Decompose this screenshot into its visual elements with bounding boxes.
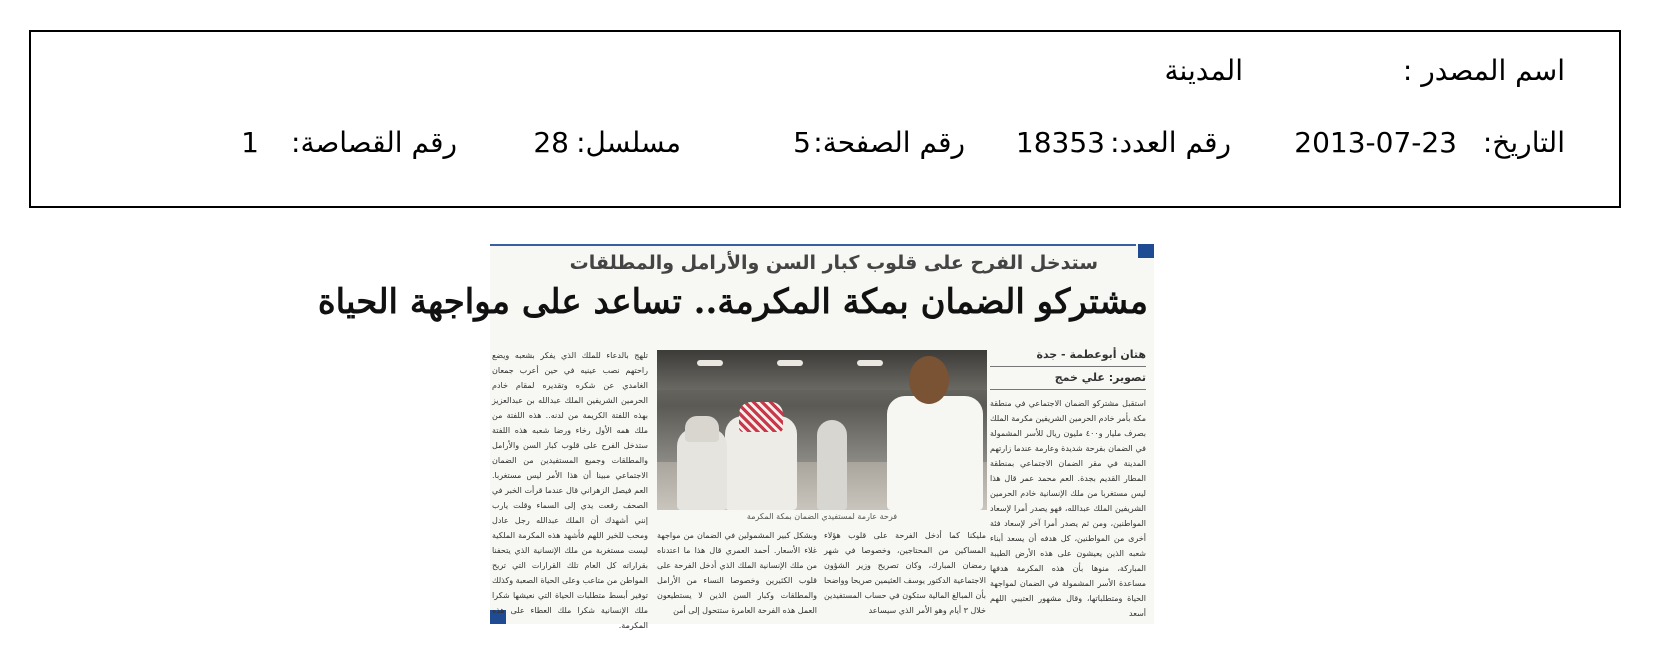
- issue-label: رقم العدد:: [1110, 126, 1231, 159]
- date-value: 2013-07-23: [1294, 126, 1457, 159]
- corner-mark-top: [1138, 244, 1154, 258]
- serial-label: مسلسل:: [576, 126, 681, 159]
- article-author: هتان أبوعطمة - جدة: [1036, 348, 1146, 361]
- serial-value: 28: [533, 126, 569, 159]
- byline-rule: [990, 366, 1146, 367]
- date-label: التاريخ:: [1482, 126, 1565, 159]
- clip-value: 1: [241, 126, 259, 159]
- newspaper-clipping: [317, 244, 1154, 630]
- source-value: المدينة: [1164, 54, 1243, 87]
- clip-label: رقم القصاصة:: [291, 126, 457, 159]
- byline-rule-2: [990, 389, 1146, 390]
- photo-caption: فرحة عارمة لمستفيدي الضمان بمكة المكرمة: [746, 512, 898, 521]
- column-mid-right: مليكنا كما أدخل الفرحة على قلوب هؤلاء المساكين من المحتاجين، وخصوصا في شهر رمضان المبارك، وكان تصريح وزير الشؤون الاجتماعية الدكتور يوسف العثيمين صريحا وواضحا بأن المبالغ المالية ستكون في حساب المستفيدين خلال ٣ أيام وهو الأمر الذي سيساعد: [824, 531, 986, 615]
- article-kicker: ستدخل الفرح على قلوب كبار السن والأرامل والمطلقات: [569, 252, 1098, 274]
- source-label: اسم المصدر :: [1402, 54, 1565, 87]
- column-left: تلهج بالدعاء للملك الذي يفكر بشعبه ويضع راحتهم نصب عينيه في حين أعرب جمعان الغامدي عن شكره وتقديره لمقام خادم الحرمين الشريفين الملك عبدالله بن عبدالعزيز بهذه اللفتة الكريمة من لدنه.. هذه اللفتة من ملك همه الأول رخاء ورضا شعبه هذه اللفتة ستدخل الفرح على قلوب كبار السن والأرامل والمطلقات وجميع المستفيدين من الضمان الاجتماعي مبينا أن هذا الأمر ليس مستغربا. العم فيصل الزهراني قال عندما قرأت الخبر في الصحف رفعت يدي إلى السماء وقلت يارب إنني أشهدك أن الملك عبدالله رجل عادل ومحب للخير اللهم فأشهد هذه المكرمة الملكية ليست مستغربة من ملك الإنسانية الذي يتحفنا بقراراته كل العام تلك القرارات التي تريح المواطن من متاعب وعلى الحياة الصعبة وكذلك توفير أبسط متطلبات الحياة التي نعيشها شكرا ملك الإنسانية شكرا ملك العطاء على هذه المكرمة.: [492, 351, 648, 630]
- column-mid-left: وبشكل كبير المشمولين في الضمان من مواجهة غلاء الأسعار. أحمد العمري قال هذا ما اعتدناه من ملك الإنسانية الملك الذي أدخل الفرحة على قلوب الكثيرين وخصوصا النساء من الأرامل والمطلقات وكبار السن الذين لا يستطيعون العمل هذه الفرحة العامرة ستتحول إلى أمن: [657, 531, 817, 615]
- page-value: 5: [793, 126, 811, 159]
- page-label: رقم الصفحة:: [813, 126, 965, 159]
- issue-value: 18353: [1015, 126, 1105, 159]
- article-photo: [657, 350, 987, 510]
- article-headline: مشتركو الضمان بمكة المكرمة.. تساعد على مواجهة الحياة: [317, 282, 1148, 322]
- clipping-metadata-box: [29, 30, 1621, 208]
- column-right: استقبل مشتركو الضمان الاجتماعي في منطقة مكة بأمر خادم الحرمين الشريفين مكرمة الملك بصرف مليار و٤٠٠ مليون ريال للأسر المشمولة في الضمان بفرحة شديدة وعارمة عندما زارتهم المدينة في مقر الضمان الاجتماعي بمنطقة المطار القديم بجدة. العم محمد عمر قال هذا ليس مستغربا من ملك الإنسانية خادم الحرمين الشريفين الملك عبدالله، فهو يصدر أمرا لإسعاد المواطنين، ومن ثم يصدر أمرا آخر لإسعاد فئة أخرى من المواطنين، كل هدفه أن يسعد أبناء شعبه الذين يعيشون على هذه الأرض الطيبة المباركة، منوها بأن هذه المكرمة هدفها مساعدة الأسر المشمولة في الضمان لمواجهة الحياة ومتطلباتها، وقال مشهور العتيبي اللهم أسعد: [990, 399, 1146, 618]
- top-rule: [490, 244, 1136, 246]
- article-photographer: تصوير: علي خمج: [1054, 371, 1146, 384]
